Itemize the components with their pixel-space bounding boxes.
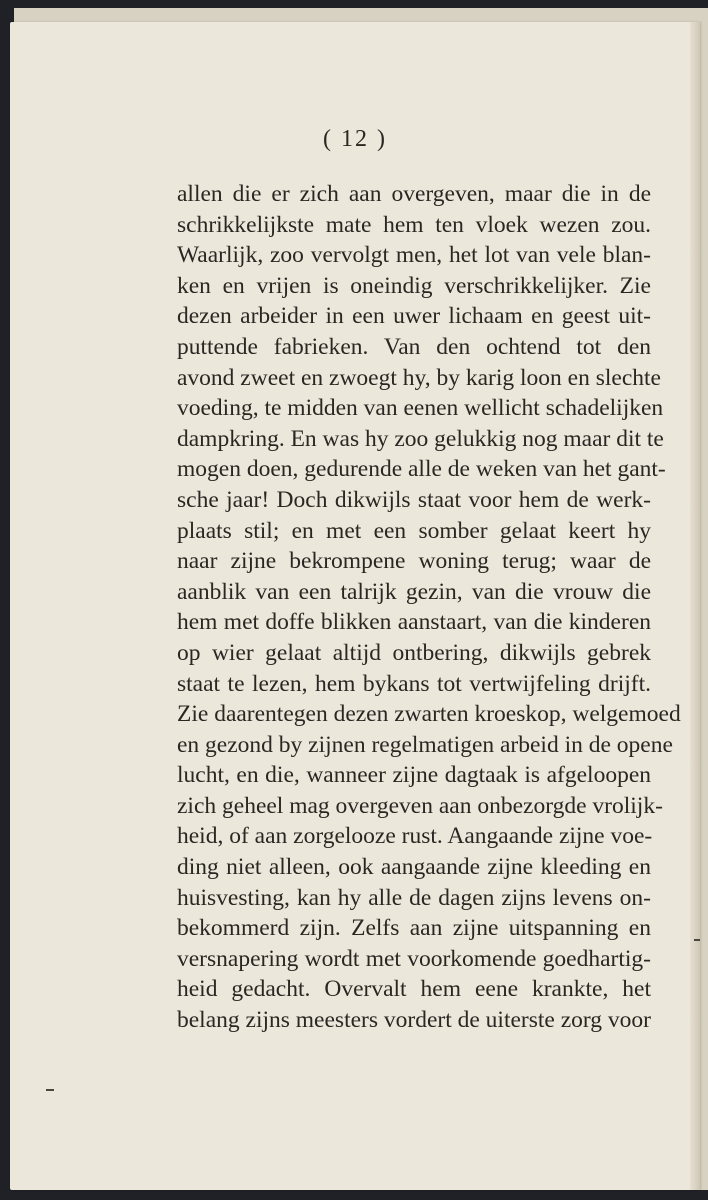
text-line: zich geheel mag overgeven aan onbezorgde vrolijk- (177, 792, 663, 819)
text-line: Waarlijk, zoo vervolgt men, het lot van vele blan- (177, 242, 651, 269)
text-line: op wier gelaat altijd ontbering, dikwijls gebrek (177, 639, 651, 666)
margin-mark (46, 1089, 54, 1091)
text-line: dezen arbeider in een uwer lichaam en geest uit- (177, 303, 651, 330)
text-line: en gezond by zijnen regelmatigen arbeid in de opene (177, 731, 673, 758)
text-line: allen die er zich aan overgeven, maar die in de (177, 181, 651, 207)
text-line: heid, of aan zorgelooze rust. Aangaande zijne voe- (177, 823, 653, 850)
text-line: hem met doffe blikken aanstaart, van die kinderen (177, 609, 651, 636)
text-line: ding niet alleen, ook aangaande zijne kleeding en (177, 854, 651, 881)
page-number: ( 12 ) (323, 126, 387, 152)
text-line: aanblik van een talrijk gezin, van die vrouw die (177, 578, 651, 605)
text-line: dampkring. En was hy zoo gelukkig nog maar dit te (177, 425, 664, 452)
book-page (10, 22, 700, 1190)
text-line: staat te lezen, hem bykans tot vertwijfeling drijft. (177, 670, 651, 697)
text-line: versnapering wordt met voorkomende goedhartig- (177, 945, 651, 972)
text-line: heid gedacht. Overvalt hem eene krankte, het (177, 976, 651, 1003)
text-line: avond zweet en zwoegt hy, by karig loon en slechte (177, 364, 661, 391)
text-line: voeding, te midden van eenen wellicht schadelijken (177, 395, 664, 422)
text-line: schrikkelijkste mate hem ten vloek wezen zou. (177, 211, 651, 238)
text-line: belang zijns meesters vordert de uiterste zorg voor (177, 1007, 651, 1034)
text-line: puttende fabrieken. Van den ochtend tot den (177, 333, 651, 360)
margin-mark (694, 939, 700, 941)
text-line: huisvesting, kan hy alle de dagen zijns levens on- (177, 884, 651, 911)
body-text (177, 179, 681, 1036)
text-line: Zie daarentegen dezen zwarten kroeskop, welgemoed (177, 701, 681, 728)
text-line: ken en vrijen is oneindig verschrikkelijker. Zie (177, 272, 651, 299)
text-line: naar zijne bekrompene woning terug; waar de (177, 548, 651, 575)
text-line: sche jaar! Doch dikwijls staat voor hem de werk- (177, 486, 651, 513)
text-line: plaats stil; en met een somber gelaat keert hy (177, 517, 651, 544)
page-edge (690, 22, 700, 1190)
text-line: bekommerd zijn. Zelfs aan zijne uitspanning en (177, 915, 651, 942)
text-line: mogen doen, gedurende alle de weken van het gant- (177, 456, 666, 483)
text-line: lucht, en die, wanneer zijne dagtaak is afgeloopen (177, 762, 651, 789)
